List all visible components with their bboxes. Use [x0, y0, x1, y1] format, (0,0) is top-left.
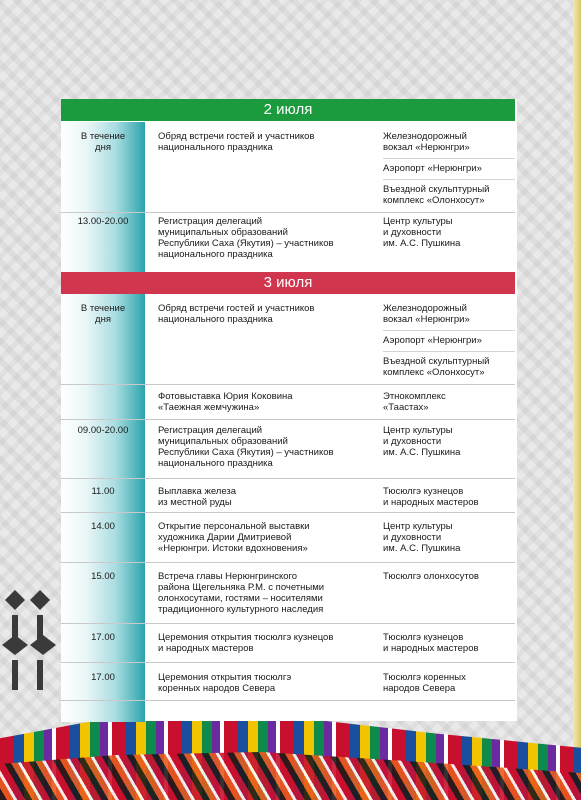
page-edge [573, 0, 581, 800]
event-location: Тюсюлгэ олонхосутов [383, 571, 479, 582]
location-divider [383, 158, 515, 159]
event-title: Церемония открытия тюсюлгэ коренных народов Севера [158, 672, 292, 694]
event-title: Церемония открытия тюсюлгэ кузнецов и народных мастеров [158, 632, 334, 654]
event-time: 11.00 [91, 486, 115, 497]
row-divider [61, 700, 515, 701]
event-title: Выплавка железа из местной руды [158, 486, 237, 508]
event-location: Железнодорожный вокзал «Нерюнгри» [383, 131, 470, 153]
event-location: Центр культуры и духовности им. А.С. Пушкина [383, 216, 461, 249]
event-title: Регистрация делегаций муниципальных образований Республики Саха (Якутия) – участников национального праздника [158, 425, 334, 469]
event-location: Этнокомплекс «Таастах» [383, 391, 446, 413]
event-title: Обряд встречи гостей и участников национального праздника [158, 131, 315, 153]
location-divider [383, 351, 515, 352]
location-divider [383, 330, 515, 331]
row-divider [61, 478, 515, 479]
event-time: 14.00 [91, 521, 115, 532]
event-time: 17.00 [91, 672, 115, 683]
event-location: Железнодорожный вокзал «Нерюнгри» [383, 303, 470, 325]
event-title: Обряд встречи гостей и участников национального праздника [158, 303, 315, 325]
event-location: Тюсюлгэ кузнецов и народных мастеров [383, 486, 479, 508]
event-time: 09.00-20.00 [77, 425, 129, 436]
event-location: Аэропорт «Нерюнгри» [383, 163, 482, 174]
row-divider [61, 212, 515, 213]
event-time: В течение дня [80, 303, 126, 325]
event-location: Въездной скульптурный комплекс «Олонхосут» [383, 184, 490, 206]
location-divider [383, 179, 515, 180]
event-title: Встреча главы Нерюнгринского района Щегельняка Р.М. с почетными олонхосутами, гостями – носителями традиционного культурного наследия [158, 571, 325, 615]
row-divider [61, 384, 515, 385]
row-divider [61, 662, 515, 663]
day-header-2-july: 2 июля [61, 99, 515, 121]
event-time: 15.00 [91, 571, 115, 582]
event-time: 17.00 [91, 632, 115, 643]
folk-ornament-left [0, 590, 60, 700]
event-location: Тюсюлгэ кузнецов и народных мастеров [383, 632, 479, 654]
row-divider [61, 623, 515, 624]
event-time: 13.00-20.00 [77, 216, 129, 227]
event-location: Въездной скульптурный комплекс «Олонхосут» [383, 356, 490, 378]
event-title: Открытие персональной выставки художника Дарии Дмитриевой «Нерюнгри. Истоки вдохновения» [158, 521, 310, 554]
event-time: В течение дня [80, 131, 126, 153]
event-location: Центр культуры и духовности им. А.С. Пушкина [383, 521, 461, 554]
row-divider [61, 562, 515, 563]
day-header-3-july: 3 июля [61, 272, 515, 294]
event-location: Центр культуры и духовности им. А.С. Пушкина [383, 425, 461, 458]
row-divider [61, 419, 515, 420]
event-title: Регистрация делегаций муниципальных образований Республики Саха (Якутия) – участников национального праздника [158, 216, 334, 260]
event-title: Фотовыставка Юрия Коковина «Таежная жемчужина» [158, 391, 293, 413]
event-location: Тюсюлгэ коренных народов Севера [383, 672, 466, 694]
event-location: Аэропорт «Нерюнгри» [383, 335, 482, 346]
row-divider [61, 512, 515, 513]
